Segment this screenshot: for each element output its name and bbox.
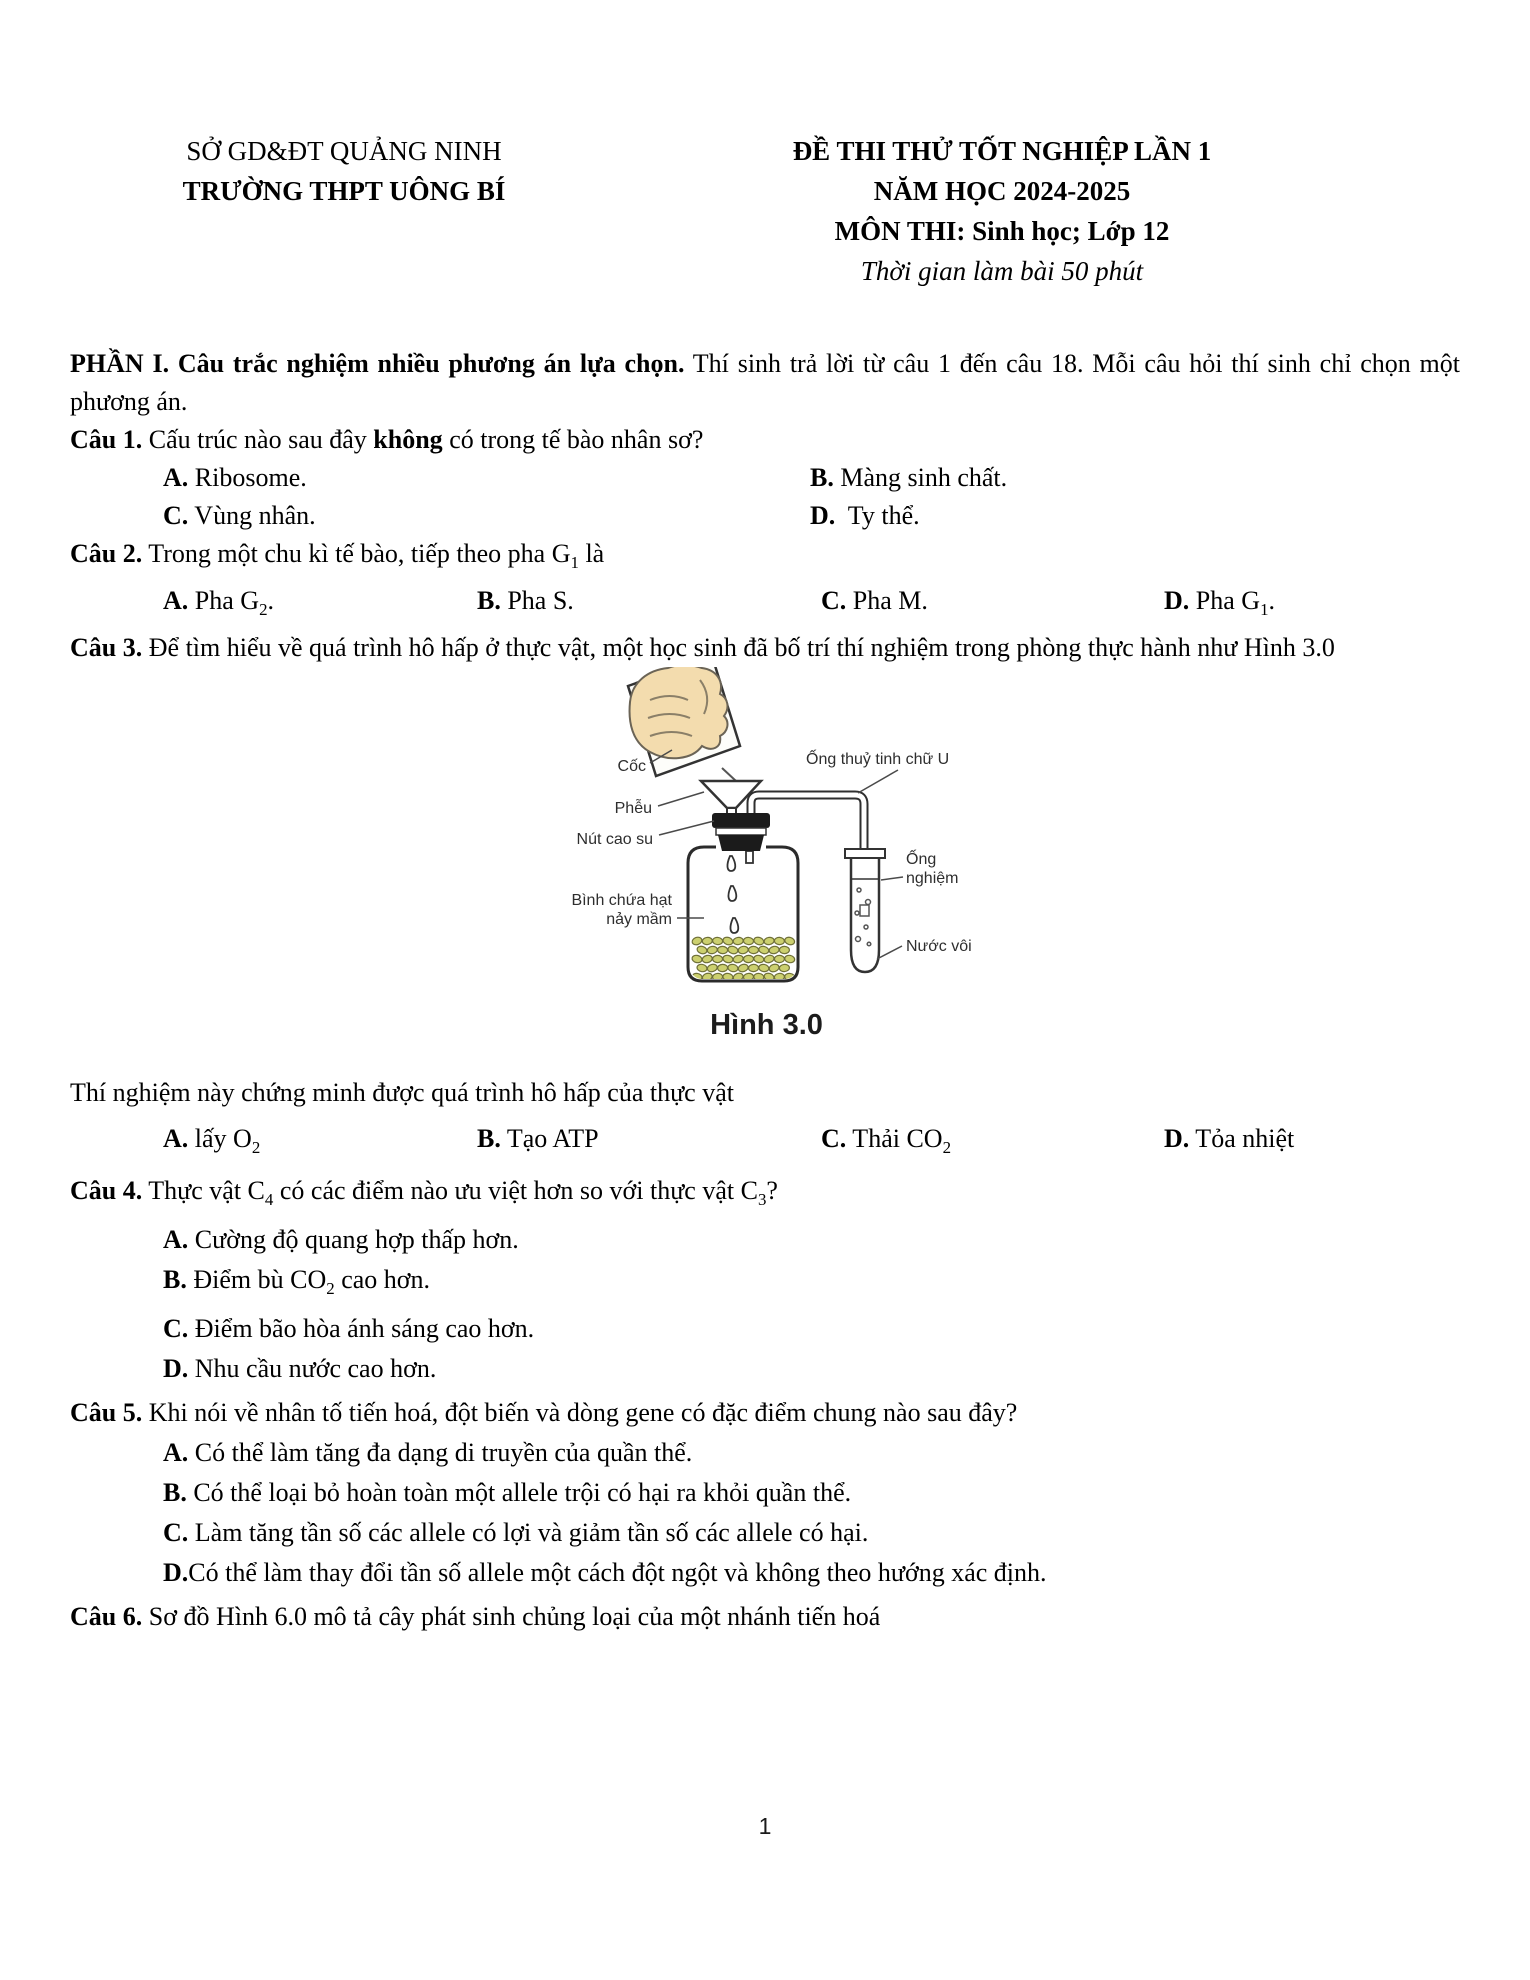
label-funnel: Phễu — [614, 800, 652, 818]
q2-option-d: D. Pha $G_1$. — [1164, 586, 1276, 620]
q3-option-d: D. Tỏa nhiệt — [1164, 1124, 1295, 1154]
q6-stem: Câu 6. Sơ đồ Hình 6.0 mô tả cây phát sinh chủng loại của một nhánh tiến hoá — [70, 1601, 881, 1631]
q4-stem: Câu 4. Thực vật $C_4$ có các điểm nào ưu việt hơn so với thực vật $C_3$? — [70, 1175, 778, 1209]
q3-note: Thí nghiệm này chứng minh được quá trình hô hấp của thực vật — [70, 1078, 734, 1108]
q1-options-row-2 — [70, 497, 1460, 535]
figure-3-0 — [555, 667, 1030, 992]
q2-options-row — [70, 582, 1460, 629]
part1-intro: PHẦN I. Câu trắc nghiệm nhiều phương án lựa chọn. Thí sinh trả lời từ câu 1 đến câu 18. Mỗi câu hỏi thí sinh chỉ chọn một phương án. — [70, 349, 1461, 416]
document-header — [70, 131, 1460, 291]
q2-option-a: A. Pha $G_2$. — [163, 586, 275, 620]
school-name: TRƯỜNG THPT UÔNG BÍ — [182, 176, 506, 206]
q5-option-a: A. Có thể làm tăng đa dạng di truyền của quần thể. — [163, 1437, 693, 1467]
q5-stem: Câu 5. Khi nói về nhân tố tiến hoá, đột biến và dòng gene có đặc điểm chung nào sau đây? — [70, 1397, 1018, 1427]
q1-option-c: C. Vùng nhân. — [163, 501, 316, 530]
test-tube-icon — [845, 849, 885, 972]
figure-caption: Hình 3.0 — [710, 1009, 823, 1042]
department-name: SỞ GD&ĐT QUẢNG NINH — [186, 136, 502, 166]
q2-option-c: C. Pha M. — [821, 586, 928, 616]
q4-option-a: A. Cường độ quang hợp thấp hơn. — [163, 1224, 519, 1254]
school-year: NĂM HỌC 2024-2025 — [873, 176, 1131, 206]
q1-options-row-1 — [70, 459, 1460, 497]
rubber-stopper-icon — [712, 813, 770, 851]
label-test-tube-line2: nghiệm — [906, 870, 959, 888]
q1-option-a: A. Ribosome. — [163, 463, 307, 492]
q5-option-d: D.Có thể làm thay đổi tần số allele một cách đột ngột và không theo hướng xác định. — [163, 1557, 1047, 1587]
q4-option-c: C. Điểm bão hòa ánh sáng cao hơn. — [163, 1313, 535, 1343]
label-test-tube-line1: Ống — [906, 851, 937, 869]
duration-line: Thời gian làm bài 50 phút — [860, 256, 1144, 286]
q3-option-c: C. Thải $CO_2$ — [821, 1124, 952, 1158]
q1-option-d: D. Ty thể. — [810, 501, 920, 530]
page-number: 1 — [758, 1813, 772, 1839]
q4-option-d: D. Nhu cầu nước cao hơn. — [163, 1353, 437, 1383]
q1-option-b: B. Màng sinh chất. — [810, 463, 1008, 492]
q4-option-b: B. Điểm bù $CO_2$ cao hơn. — [163, 1264, 431, 1298]
q3-option-b: B. Tạo ATP — [477, 1124, 599, 1154]
hand-icon — [630, 667, 728, 758]
label-lime-water: Nước vôi — [906, 938, 972, 956]
label-flask-line2: nảy mầm — [606, 911, 672, 929]
respiration-experiment-figure — [555, 667, 1030, 992]
q5-option-c: C. Làm tăng tần số các allele có lợi và giảm tần số các allele có hại. — [163, 1517, 869, 1547]
q1-stem: Câu 1. Cấu trúc nào sau đây không có trong tế bào nhân sơ? — [70, 425, 704, 454]
subject-line: MÔN THI: Sinh học; Lớp 12 — [834, 216, 1170, 246]
header-right-block — [646, 131, 1358, 291]
exam-title: ĐỀ THI THỬ TỐT NGHIỆP LẦN 1 — [792, 136, 1212, 166]
label-cup: Cốc — [617, 758, 646, 776]
q2-stem: Câu 2. Trong một chu kì tế bào, tiếp theo pha $G_1$ là — [70, 539, 605, 573]
q3-stem: Câu 3. Để tìm hiểu về quá trình hô hấp ở thực vật, một học sinh đã bố trí thí nghiệm trong phòng thực hành như Hình 3.0 — [70, 633, 1335, 663]
q5-option-b: B. Có thể loại bỏ hoàn toàn một allele trội có hại ra khỏi quần thể. — [163, 1477, 852, 1507]
header-left-block — [70, 131, 618, 291]
label-stopper: Nút cao su — [576, 831, 653, 849]
label-u-tube: Ống thuỷ tinh chữ U — [806, 751, 950, 769]
label-flask-line1: Bình chứa hạt — [571, 892, 672, 910]
q3-option-a: A. lấy $O_2$ — [163, 1124, 261, 1158]
q2-option-b: B. Pha S. — [477, 586, 574, 616]
q3-options-row — [70, 1120, 1460, 1167]
